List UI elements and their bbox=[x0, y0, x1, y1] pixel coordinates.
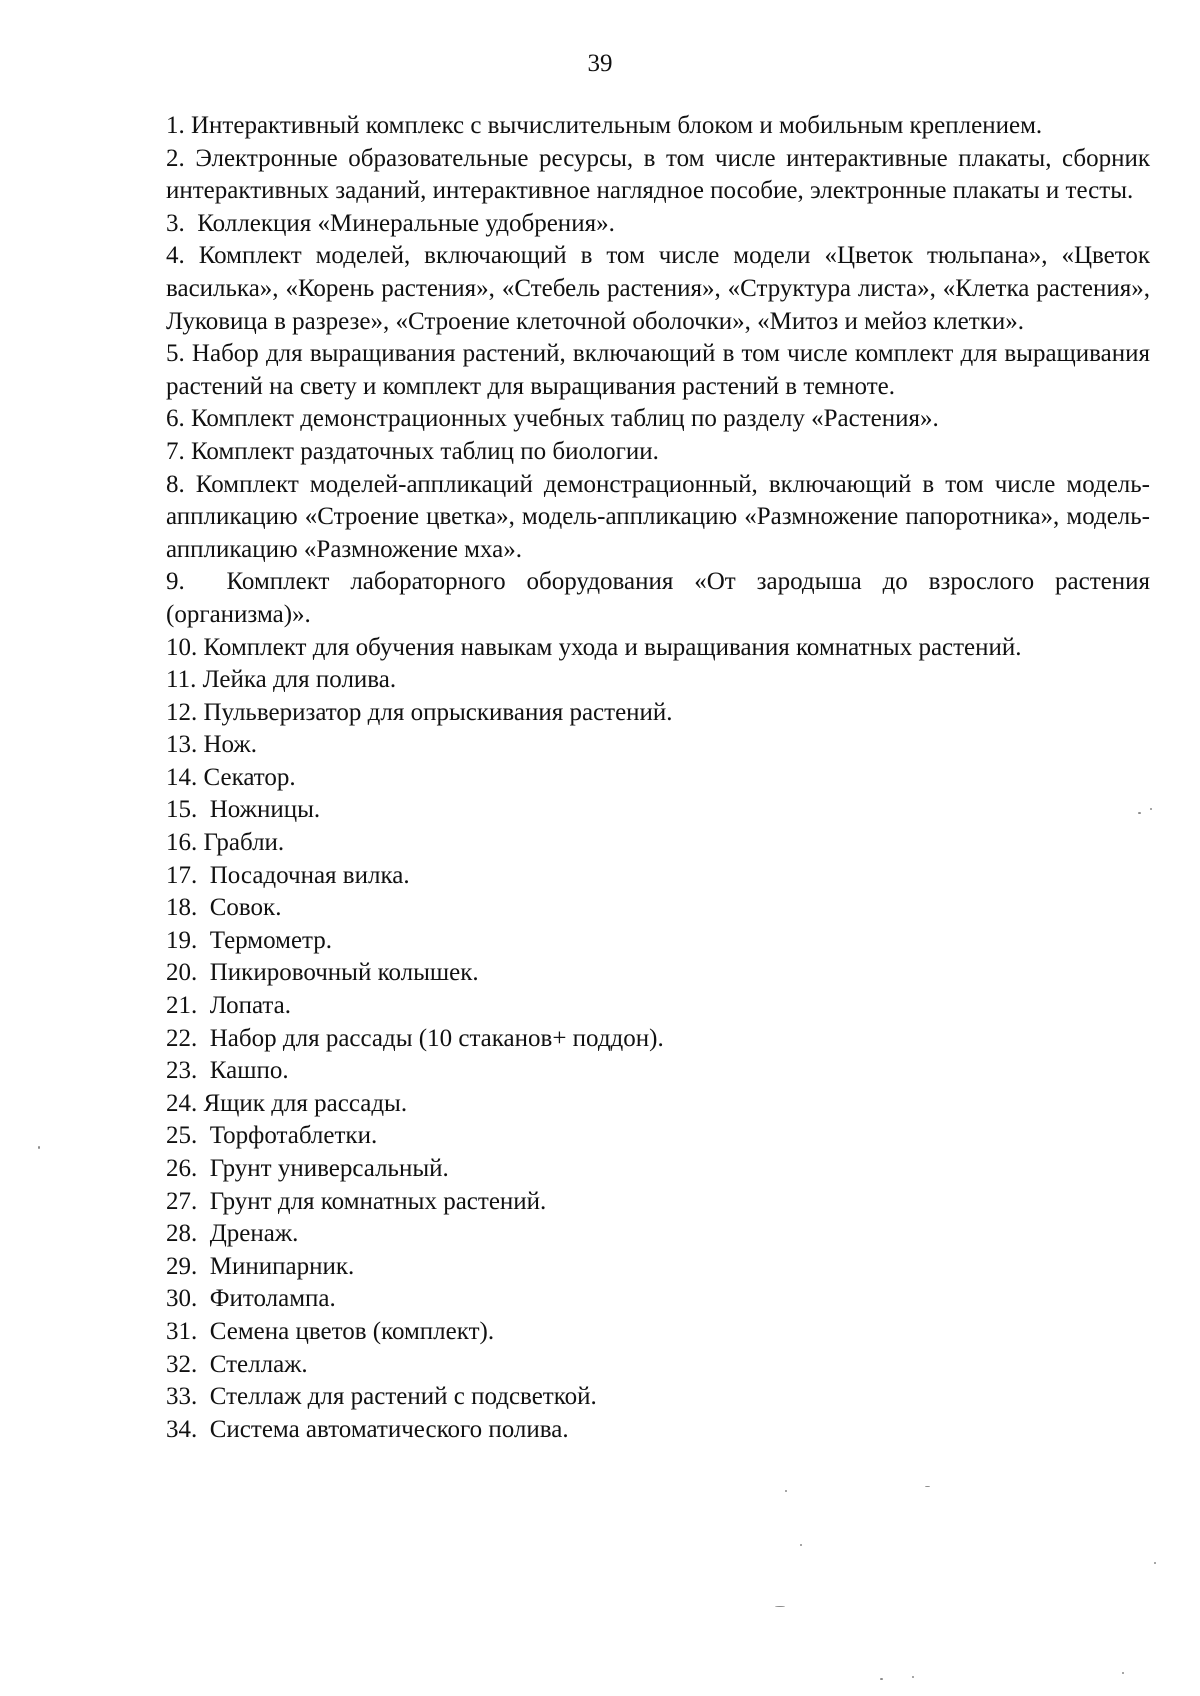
item-number: 13. bbox=[166, 731, 204, 759]
item-text: Посадочная вилка. bbox=[209, 861, 410, 889]
list-item bbox=[166, 1283, 1150, 1316]
item-text: Торфотаблетки. bbox=[209, 1122, 378, 1150]
list-item bbox=[166, 892, 1150, 925]
item-number: 6. bbox=[166, 405, 191, 433]
list-item bbox=[166, 469, 1150, 567]
item-number: 15. bbox=[166, 796, 210, 824]
list-item bbox=[166, 1120, 1150, 1153]
list-item bbox=[166, 1055, 1150, 1088]
list-item bbox=[166, 990, 1150, 1023]
item-text: Интерактивный комплекс с вычислительным блоком и мобильным креплением. bbox=[191, 112, 1043, 139]
list-item bbox=[166, 436, 1150, 469]
list-item bbox=[166, 110, 1150, 143]
list-item bbox=[166, 1023, 1150, 1056]
item-number: 9. bbox=[166, 568, 227, 596]
item-text: Грунт универсальный. bbox=[209, 1155, 449, 1182]
equipment-list bbox=[166, 110, 1150, 1446]
item-number: 5. bbox=[166, 340, 192, 368]
list-item bbox=[166, 697, 1150, 730]
list-item bbox=[166, 957, 1150, 990]
scan-speck bbox=[38, 1146, 40, 1149]
item-text: Пульверизатор для опрыскивания растений. bbox=[203, 698, 673, 726]
list-item bbox=[166, 762, 1150, 795]
item-number: 28. bbox=[166, 1220, 210, 1248]
item-text: Комплект демонстрационных учебных таблиц по разделу «Растения». bbox=[191, 405, 939, 433]
item-number: 10. bbox=[166, 633, 204, 661]
list-item bbox=[166, 1414, 1150, 1447]
item-number: 7. bbox=[166, 437, 191, 465]
item-number: 24. bbox=[166, 1089, 204, 1117]
item-number: 1. bbox=[166, 112, 191, 139]
item-number: 26. bbox=[166, 1155, 210, 1182]
scan-speck bbox=[880, 1678, 883, 1680]
scan-speck bbox=[800, 1544, 802, 1546]
item-text: Грунт для комнатных растений. bbox=[209, 1187, 547, 1215]
item-text: Фитолампа. bbox=[209, 1285, 336, 1313]
item-text: Набор для выращивания растений, включающий в том числе комплект для выращивания растений на свету и комплект для выращивания растений в темноте. bbox=[166, 340, 1151, 400]
list-item bbox=[166, 632, 1150, 665]
list-item bbox=[166, 403, 1150, 436]
item-number: 23. bbox=[166, 1057, 210, 1085]
item-number: 34. bbox=[166, 1415, 210, 1443]
item-number: 16. bbox=[166, 829, 204, 857]
item-number: 27. bbox=[166, 1187, 210, 1215]
list-item bbox=[166, 1186, 1150, 1219]
list-item bbox=[166, 1088, 1150, 1121]
item-number: 29. bbox=[166, 1252, 210, 1280]
scan-speck bbox=[1154, 1562, 1156, 1564]
item-text: Секатор. bbox=[203, 763, 296, 791]
list-item bbox=[166, 664, 1150, 697]
item-number: 2. bbox=[166, 144, 196, 172]
item-text: Набор для рассады (10 стаканов+ поддон). bbox=[209, 1024, 664, 1052]
item-text: Нож. bbox=[203, 731, 257, 759]
item-number: 30. bbox=[166, 1285, 210, 1313]
list-item bbox=[166, 729, 1150, 762]
item-text: Семена цветов (комплект). bbox=[209, 1317, 495, 1345]
item-number: 32. bbox=[166, 1350, 210, 1378]
item-text: Лейка для полива. bbox=[202, 666, 397, 694]
item-text: Ящик для рассады. bbox=[203, 1089, 408, 1117]
item-text: Комплект лабораторного оборудования «От зародыша до взрослого растения (организма)». bbox=[166, 568, 1151, 628]
item-number: 12. bbox=[166, 698, 204, 726]
scan-speck bbox=[785, 1490, 787, 1492]
list-item bbox=[166, 338, 1150, 403]
item-text: Лопата. bbox=[209, 992, 291, 1020]
page-number: 39 bbox=[587, 50, 613, 77]
list-item bbox=[166, 208, 1150, 241]
item-text: Грабли. bbox=[203, 829, 285, 857]
item-number: 25. bbox=[166, 1122, 210, 1150]
scan-speck bbox=[1150, 808, 1152, 810]
item-number: 8. bbox=[166, 470, 196, 498]
item-number: 22. bbox=[166, 1024, 210, 1052]
list-item bbox=[166, 143, 1150, 208]
scan-speck bbox=[775, 1606, 785, 1607]
list-item bbox=[166, 1381, 1150, 1414]
scan-speck bbox=[1122, 1672, 1124, 1674]
item-text: Комплект раздаточных таблиц по биологии. bbox=[191, 437, 659, 465]
item-number: 31. bbox=[166, 1317, 210, 1345]
item-text: Ножницы. bbox=[209, 796, 321, 824]
item-text: Стеллаж для растений с подсветкой. bbox=[209, 1383, 597, 1411]
list-item bbox=[166, 925, 1150, 958]
item-text: Электронные образовательные ресурсы, в том числе интерактивные плакаты, сборник интерактивных заданий, интерактивное наглядное пособие, электронные плакаты и тесты. bbox=[166, 144, 1151, 205]
list-item bbox=[166, 240, 1150, 338]
list-item bbox=[166, 1153, 1150, 1186]
item-number: 4. bbox=[166, 242, 199, 270]
list-item bbox=[166, 1218, 1150, 1251]
item-text: Совок. bbox=[209, 894, 282, 922]
item-text: Комплект моделей, включающий в том числе модели «Цветок тюльпана», «Цветок василька», «Корень растения», «Стебель растения», «Структура листа», «Клетка растения», Луковица в разрезе», «Строение клеточной оболочки», «Митоз и мейоз клетки». bbox=[166, 242, 1150, 335]
item-text: Дренаж. bbox=[209, 1220, 299, 1248]
item-text: Комплект моделей-аппликаций демонстрационный, включающий в том числе модель-аппликацию «Строение цветка», модель-аппликацию «Размножение папоротника», модель-аппликацию «Размножение мха». bbox=[166, 470, 1151, 563]
item-text: Комплект для обучения навыкам ухода и выращивания комнатных растений. bbox=[203, 633, 1022, 661]
item-text: Термометр. bbox=[209, 926, 333, 954]
item-number: 19. bbox=[166, 926, 210, 954]
list-item bbox=[166, 1316, 1150, 1349]
list-item bbox=[166, 1349, 1150, 1382]
list-item bbox=[166, 860, 1150, 893]
scan-speck bbox=[925, 1486, 930, 1487]
item-number: 17. bbox=[166, 861, 210, 889]
list-item bbox=[166, 566, 1150, 631]
item-text: Система автоматического полива. bbox=[209, 1415, 569, 1443]
scan-speck bbox=[1138, 812, 1141, 814]
item-text: Кашпо. bbox=[209, 1057, 289, 1085]
item-text: Пикировочный колышек. bbox=[209, 959, 479, 987]
item-number: 3. bbox=[166, 209, 198, 237]
item-number: 33. bbox=[166, 1383, 210, 1411]
item-text: Коллекция «Минеральные удобрения». bbox=[197, 209, 615, 237]
item-number: 21. bbox=[166, 992, 210, 1020]
item-number: 20. bbox=[166, 959, 210, 987]
list-item bbox=[166, 794, 1150, 827]
item-number: 11. bbox=[166, 666, 203, 694]
item-number: 18. bbox=[166, 894, 210, 922]
scan-speck bbox=[912, 1676, 914, 1678]
item-number: 14. bbox=[166, 763, 204, 791]
list-item bbox=[166, 827, 1150, 860]
list-item bbox=[166, 1251, 1150, 1284]
item-text: Стеллаж. bbox=[209, 1350, 308, 1378]
item-text: Минипарник. bbox=[209, 1252, 355, 1280]
